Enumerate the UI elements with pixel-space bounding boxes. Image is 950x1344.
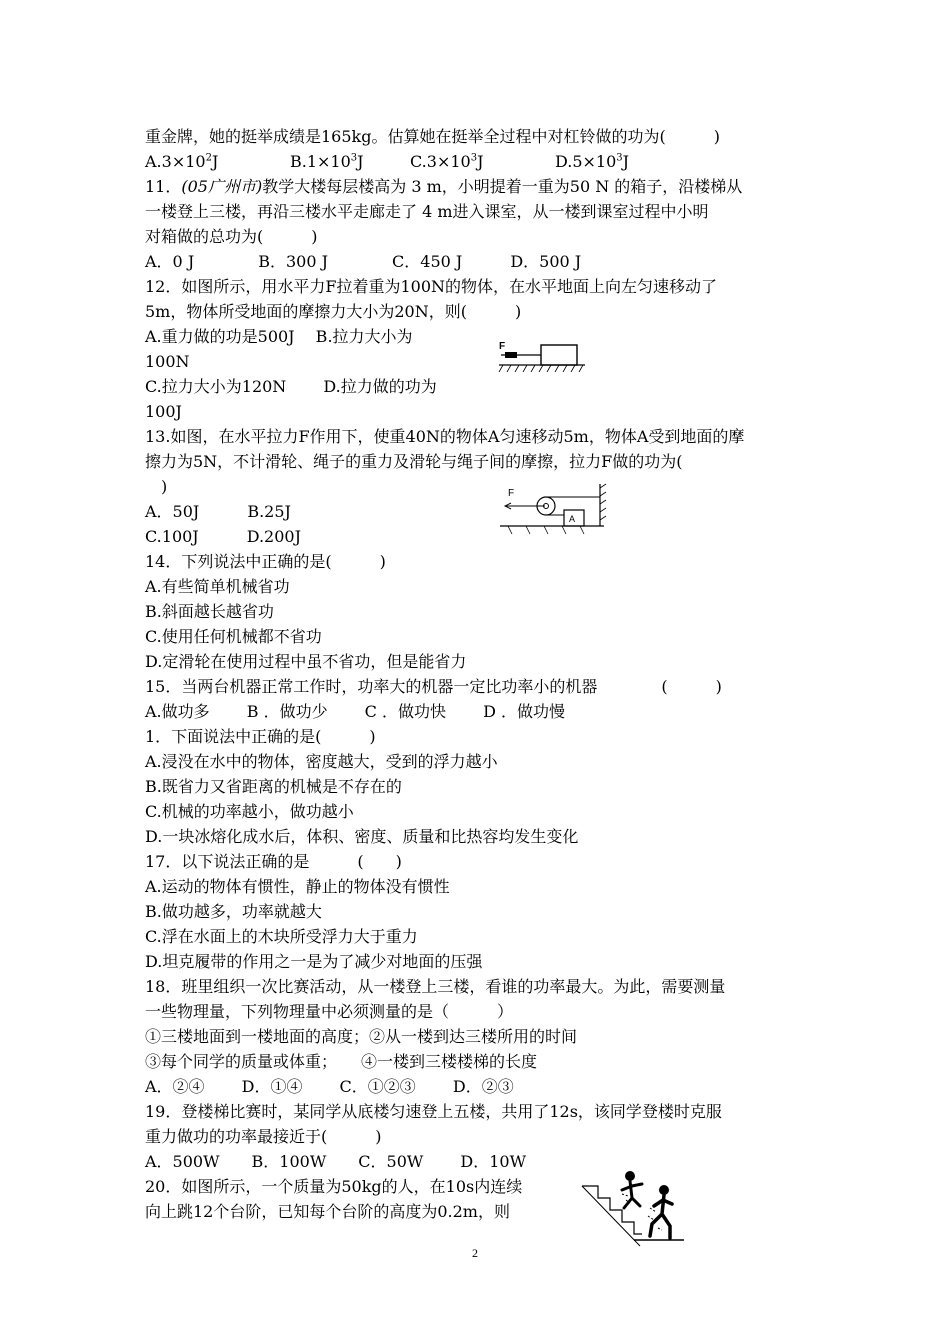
q14-stem: 14．下列说法中正确的是( ) bbox=[145, 552, 386, 571]
q12-force-label: F bbox=[499, 341, 506, 352]
q13-force-label: F bbox=[508, 488, 515, 499]
q10-d-unit: J bbox=[622, 152, 630, 171]
q10-c-unit: J bbox=[477, 152, 484, 171]
q16-stem: 1．下面说法中正确的是( ) bbox=[145, 727, 376, 746]
q18-stem-1: 18．班里组织一次比赛活动，从一楼登上三楼，看谁的功率最大。为此，需要测量 bbox=[145, 977, 726, 996]
q13-ground-hatch bbox=[508, 526, 584, 534]
q13-block-label: A bbox=[569, 514, 576, 524]
q12-options-ab: A.重力做的功是500J B.拉力大小为 bbox=[145, 327, 413, 346]
q13-stem-1: 13.如图，在水平拉力F作用下，使重40N的物体A匀速移动5m，物体A受到地面的摩 bbox=[145, 427, 745, 446]
q11-number: 11． bbox=[145, 177, 182, 196]
q12-ground-hatch bbox=[499, 365, 583, 372]
q10-option-b bbox=[290, 151, 364, 173]
q20-stem-2: 向上跳12个台阶，已知每个台阶的高度为0.2m，则 bbox=[145, 1202, 510, 1221]
q10-b-unit: J bbox=[357, 152, 364, 171]
q17-option-c: C.浮在水面上的木块所受浮力大于重力 bbox=[145, 927, 418, 946]
q18-item-list-2: ③每个同学的质量或体重； ④一楼到三楼楼梯的长度 bbox=[145, 1052, 538, 1071]
q10-option-a bbox=[145, 151, 218, 173]
q10-c-exp: 3 bbox=[470, 152, 478, 164]
q14-option-b: B.斜面越长越省功 bbox=[145, 602, 274, 621]
q19-options: A．500W B．100W C．50W D．10W bbox=[145, 1152, 527, 1171]
q10-b-exp: 3 bbox=[350, 152, 358, 164]
q12-options-cd: C.拉力大小为120N D.拉力做的功为 bbox=[145, 377, 437, 396]
q10-b-base: B.1×10 bbox=[290, 152, 351, 171]
standing-person-icon bbox=[648, 1185, 672, 1238]
q13-options-ab: A．50J B.25J bbox=[145, 502, 291, 521]
q12-option-b-value: 100N bbox=[145, 352, 190, 371]
q12-stem-2: 5m，物体所受地面的摩擦力大小为20N，则( ) bbox=[145, 302, 522, 321]
q12-block bbox=[541, 345, 577, 365]
q11-stem-3: 对箱做的总功为( ) bbox=[145, 227, 318, 246]
q10-c-base: C.3×10 bbox=[410, 152, 471, 171]
q16-option-a: A.浸没在水中的物体，密度越大，受到的浮力越小 bbox=[145, 752, 498, 771]
q10-a-exp: 2 bbox=[205, 152, 212, 164]
q20-stem-1: 20．如图所示，一个质量为50kg的人，在10s内连续 bbox=[145, 1177, 523, 1196]
q17-option-d: D.坦克履带的作用之一是为了减少对地面的压强 bbox=[145, 952, 483, 971]
q16-option-c: C.机械的功率越小，做功越小 bbox=[145, 802, 354, 821]
q17-option-a: A.运动的物体有惯性，静止的物体没有惯性 bbox=[145, 877, 450, 896]
q10-a-unit: J bbox=[211, 152, 219, 171]
q14-option-d: D.定滑轮在使用过程中虽不省功，但是能省力 bbox=[145, 652, 467, 671]
q11-text: 教学大楼每层楼高为 3 m，小明提着一重为50 N 的箱子，沿楼梯从 bbox=[262, 177, 743, 196]
q12-option-d-value: 100J bbox=[145, 402, 182, 421]
q12-stem-1: 12．如图所示，用水平力F拉着重为100N的物体，在水平地面上向左匀速移动了 bbox=[145, 277, 718, 296]
q15-options: A.做功多 B ．做功少 C ．做功快 D ．做功慢 bbox=[145, 702, 565, 721]
q12-figure bbox=[495, 336, 590, 378]
q18-stem-2: 一些物理量，下列物理量中必须测量的是（ ） bbox=[145, 1002, 514, 1021]
q10-d-base: D.5×10 bbox=[555, 152, 617, 171]
q10-option-c bbox=[410, 151, 484, 173]
jumping-person-icon bbox=[622, 1171, 642, 1208]
q17-option-b: B.做功越多，功率就越大 bbox=[145, 902, 322, 921]
q16-option-b: B.既省力又省距离的机械是不存在的 bbox=[145, 777, 402, 796]
q13-options-cd: C.100J D.200J bbox=[145, 527, 302, 546]
q11-stem-1 bbox=[145, 176, 742, 198]
q14-option-c: C.使用任何机械都不省功 bbox=[145, 627, 322, 646]
q12-force-arrowhead bbox=[505, 352, 517, 358]
q11-options: A．0 J B．300 J C．450 J D．500 J bbox=[145, 252, 582, 271]
q13-figure bbox=[500, 480, 618, 538]
q17-stem: 17．以下说法正确的是 ( ) bbox=[145, 852, 402, 871]
q18-options: A．②④ D．①④ C．①②③ D．②③ bbox=[145, 1077, 514, 1096]
q10-option-d bbox=[555, 151, 629, 173]
q10-d-exp: 3 bbox=[616, 152, 623, 164]
stair-steps bbox=[582, 1186, 642, 1234]
q13-wall-hatch bbox=[600, 484, 606, 520]
q14-option-a: A.有些简单机械省功 bbox=[145, 577, 290, 596]
q10-stem-tail: 重金牌，她的挺举成绩是165kg。估算她在挺举全过程中对杠铃做的功为( ) bbox=[145, 127, 720, 146]
q20-stairs-figure bbox=[578, 1168, 686, 1248]
page-number: 2 bbox=[472, 1246, 478, 1260]
q11-source: (05广州市) bbox=[181, 177, 263, 196]
q15-stem: 15．当两台机器正常工作时，功率大的机器一定比功率小的机器 ( ) bbox=[145, 677, 722, 696]
q18-item-list-1: ①三楼地面到一楼地面的高度；②从一楼到达三楼所用的时间 bbox=[145, 1027, 578, 1046]
q16-option-d: D.一块冰熔化成水后，体积、密度、质量和比热容均发生变化 bbox=[145, 827, 579, 846]
q13-stem-3: ) bbox=[145, 477, 168, 496]
q10-a-base: A.3×10 bbox=[145, 152, 206, 171]
q19-stem-2: 重力做功的功率最接近于( ) bbox=[145, 1127, 382, 1146]
q11-stem-2: 一楼登上三楼，再沿三楼水平走廊走了 4 m进入课室，从一楼到课室过程中小明 bbox=[145, 202, 709, 221]
q13-stem-2: 擦力为5N，不计滑轮、绳子的重力及滑轮与绳子间的摩擦，拉力F做的功为( bbox=[145, 452, 683, 471]
q19-stem-1: 19．登楼梯比赛时，某同学从底楼匀速登上五楼，共用了12s，该同学登楼时克服 bbox=[145, 1102, 722, 1121]
